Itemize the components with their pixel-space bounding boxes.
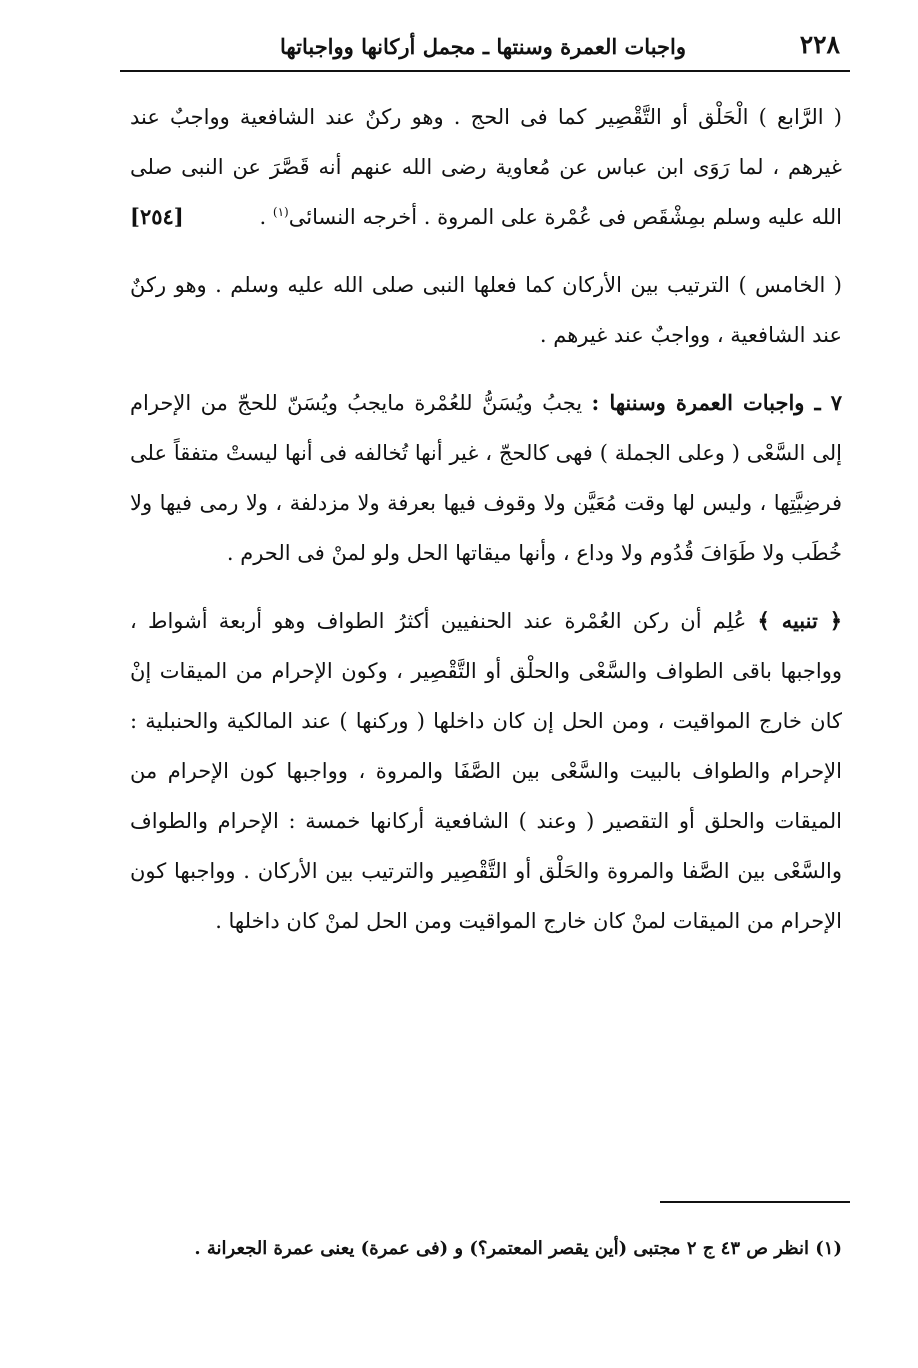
paragraph-text: عُلِم أن ركن العُمْرة عند الحنفيين أكثرُ الطواف وهو أربعة أشواط ، وواجبها باقى الطواف والسَّعْى والحلْق أو التَّقْصِير ، وكون الإحرام من الميقات إنْ كان خارج المواقيت ، ومن الحل إن كان داخلها ( وركنها ) عند المالكية والحنبلية : الإحرام والطواف بالبيت والسَّعْى بين الصَّفَا والمروة ، وواجبها كون الإحرام من الميقات والحلق أو التقصير ( وعند ) الشافعية أركانها خمسة : الإحرام والطواف والسَّعْى بين الصَّفا والمروة والحَلْق أو التَّقْصِير والترتيب بين الأركان . وواجبها كون الإحرام من الميقات لمنْ كان خارج المواقيت ومن الحل لمنْ كان داخلها . — [130, 609, 842, 933]
page-header — [120, 22, 846, 68]
paragraph-note — [130, 596, 842, 946]
header-divider — [120, 70, 850, 72]
footnote-text: (١) انظر ص ٤٣ ج ٢ مجتبى (أين يقصر المعتمر؟) و (فى عمرة) يعنى عمرة الجعرانة . — [194, 1238, 842, 1259]
main-text — [130, 92, 842, 946]
page-number: ٢٢٨ — [799, 30, 840, 59]
paragraph-text: يجبُ ويُسَنُّ للعُمْرة مايجبُ ويُسَنّ للحجّ من الإحرام إلى السَّعْى ( وعلى الجملة ) فهى كالحجّ ، غير أنها تُخالفه فى أنها ليستْ متفقاً على فرضِيَّتِها ، وليس لها وقت مُعَيَّن ولا وقوف فيها بعرفة ولا مزدلفة ، ولا رمى فيها ولا خُطَب ولا طَوَافَ قُدُوم ولا وداع ، وأنها ميقاتها الحل ولو لمنْ فى الحرم . — [130, 391, 842, 565]
hadith-reference-number: [٢٥٤] — [130, 204, 184, 229]
note-heading: ﴿ تنبيه ﴾ — [757, 608, 842, 633]
footnote — [130, 1232, 842, 1266]
paragraph-text: ( الرَّابع ) الْحَلْق أو التَّقْصِير كما فى الحج . وهو ركنٌ عند الشافعية وواجبٌ عند غيرهم ، لما رَوَى ابن عباس عن مُعاوية رضى الله عنهم أنه قَصَّرَ عن النبى صلى الله عليه وسلم بمِشْقَص فى عُمْرة على المروة . أخرجه النسائى — [130, 105, 842, 229]
paragraph-end: . — [259, 205, 273, 229]
running-title: واجبات العمرة وسنتها ـ مجمل أركانها وواجباتها — [280, 34, 686, 59]
paragraph-fourth-pillar — [130, 92, 842, 242]
paragraph-fifth-pillar — [130, 260, 842, 360]
paragraph-text: ( الخامس ) الترتيب بين الأركان كما فعلها النبى صلى الله عليه وسلم . وهو ركنٌ عند الشافعية ، وواجبٌ عند غيرهم . — [130, 273, 842, 347]
footnote-marker: (١) — [272, 205, 289, 219]
paragraph-section-7 — [130, 378, 842, 578]
footnote-divider — [660, 1201, 850, 1203]
section-heading: ٧ ـ واجبات العمرة وسننها : — [591, 390, 842, 415]
